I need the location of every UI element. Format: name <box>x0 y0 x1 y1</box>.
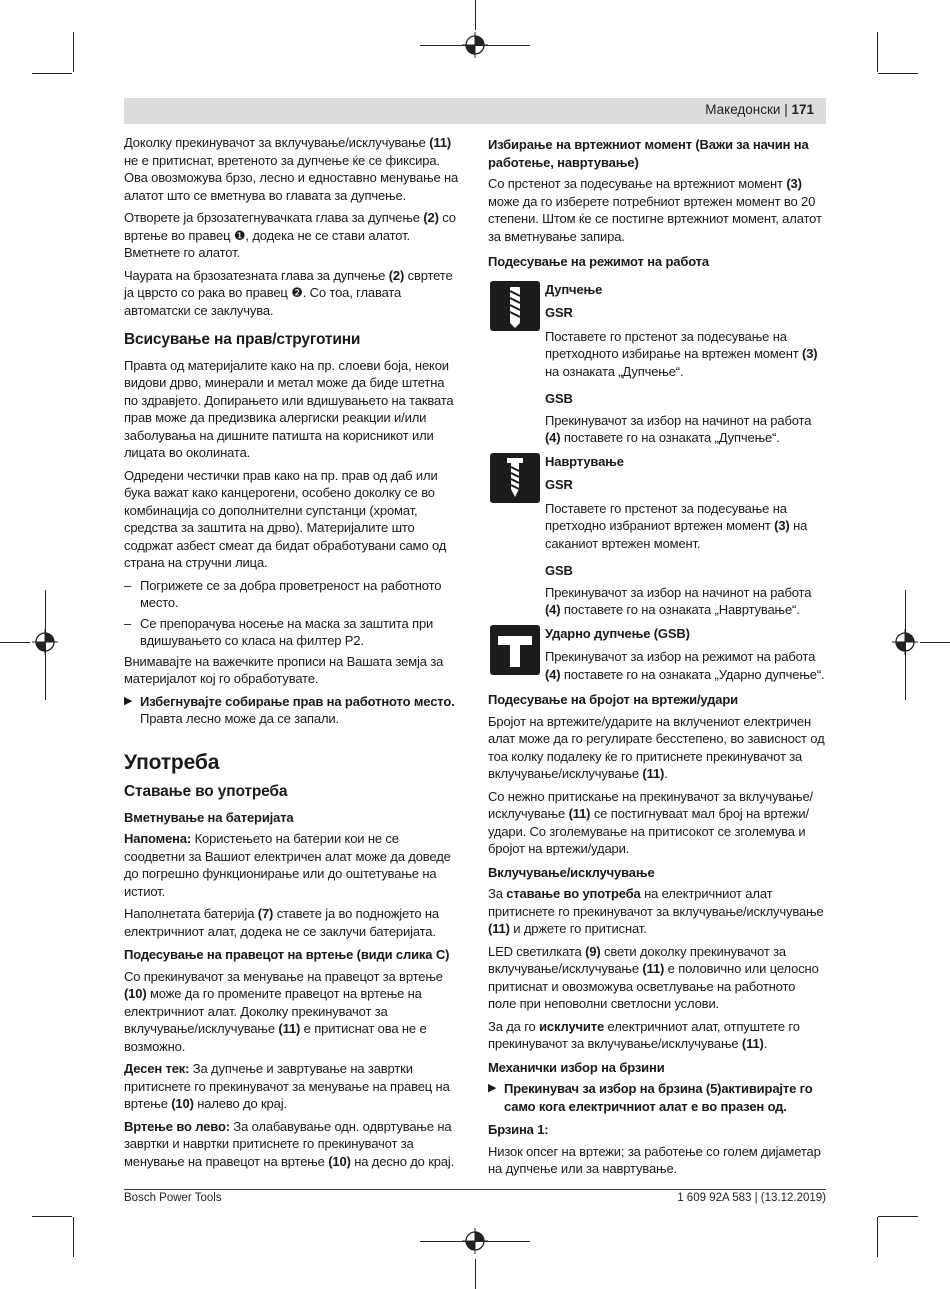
paragraph: Напомена: Користењето на батерии кои не се соодветни за Вашиот електричен алат може да доведе до погрешно функционирање или до оштетување на истиот. <box>124 831 451 899</box>
model-label: GSB <box>545 563 573 578</box>
paragraph: Внимавајте на важечките прописи на Вашата земја за материјалот кој го обработувате. <box>124 653 444 686</box>
mode-drilling <box>488 281 826 381</box>
page-number: 171 <box>791 102 814 117</box>
section-heading: Всисување на прав/струготини <box>124 331 361 348</box>
paragraph: Правта од материјалите како на пр. слоеви боја, некои видови дрво, минерали и метал може да биде штетна по здравјето. Допирањето или вдишувањето на таквата прав може да предизвика алергиски реакции и/или заболувања на дишните патишта на корисникот или лицата во околината. <box>124 357 454 460</box>
mode-gsb-block <box>488 390 826 447</box>
paragraph: Низок опсег на вртежи; за работење со голем дијаметар на дупчење или за навртување. <box>488 1143 821 1176</box>
footer-divider <box>124 1189 826 1190</box>
mode-title: Навртување <box>545 453 624 469</box>
paragraph: Бројот на вртежите/ударите на вклучениот електричен алат може да го регулирате бесстепено, во зависност од тоа колку подалеку ќе го притиснете прекинувачот за вклучување/исклучување (11). <box>488 713 825 781</box>
paragraph: Десен тек: За дупчење и завртување на завртки притиснете го прекинувачот за менување на правец на вртење (10) налево до крај. <box>124 1061 450 1111</box>
paragraph: Отворете ја брзозатегнувачката глава за дупчење (2) со вртење во правец ❶, додека не се стави алатот. Вметнете го алатот. <box>124 210 456 260</box>
model-label: GSR <box>545 305 573 320</box>
crop-mark <box>0 642 30 643</box>
subsection-heading: Вметнување на батеријата <box>124 809 294 825</box>
paragraph: Поставете го прстенот за подесување на претходно избраниот вртежен момент (3) на саканиот вртежен момент. <box>545 500 808 551</box>
paragraph: За ставање во употреба на електричниот алат притиснете го прекинувачот за вклучување/исклучување (11) и држете го притиснат. <box>488 886 824 936</box>
crop-mark <box>475 1259 476 1289</box>
left-column <box>124 134 460 1175</box>
header-language: Македонски <box>705 102 781 117</box>
warning-item: ▶ Прекинувач за избор на брзина (5)активирајте го само кога електричниот алат е во празен од. <box>488 1081 813 1114</box>
section-heading: Ставање во употреба <box>124 783 288 800</box>
mode-impact-drilling <box>488 625 826 684</box>
crop-mark <box>73 32 74 72</box>
paragraph: Со прекинувачот за менување на правецот за вртење (10) може да го промените правецот на вртење на електричниот алат. Доколку прекинувачот за вклучување/исклучување (11) е притиснат ова не е возможно. <box>124 968 443 1054</box>
paragraph: Со прстенот за подесување на вртежниот момент (3) може да го изберете потребниот вртежен момент во 20 степени. Штом ќе се постигне вртежниот момент, алатот за вметнување запира. <box>488 176 822 244</box>
subsection-heading: Брзина 1: <box>488 1122 549 1137</box>
crop-mark <box>878 73 918 74</box>
paragraph: Одредени честички прав како на пр. прав од даб или бука важат како канцерогени, особено доколку се во комбинација со дополнителни супстанци (хромат, средства за заштита на дрво). Материјалите што содржат азбест смеат да бидат обработувани само од страна на стручни лица. <box>124 467 447 570</box>
hammer-icon <box>490 625 540 675</box>
subsection-heading: Подесување на режимот на работа <box>488 254 709 269</box>
paragraph: LED светилката (9) свети доколку прекинувачот за вклучување/исклучување (11) е половично или целосно притиснат и овозможува осветлување на работното поле при неповолни светлосни услови. <box>488 943 819 1011</box>
paragraph: За да го исклучите електричниот алат, отпуштете го прекинувачот за вклучување/исклучување (11). <box>488 1018 800 1051</box>
subsection-heading: Подесување на бројот на вртежи/удари <box>488 692 738 707</box>
arrow-icon: ▶ <box>124 694 133 707</box>
crop-mark <box>877 1217 878 1257</box>
drill-bit-icon <box>490 281 540 331</box>
warning-item: ▶ Избегнувајте собирање прав на работното место. Правта лесно може да се запали. <box>124 693 455 726</box>
paragraph: Чаурата на брзозатезната глава за дупчење (2) свртете ја цврсто со рака во правец ❷. Со тоа, главата автоматски се заклучува. <box>124 267 453 318</box>
mode-screwdriving <box>488 453 826 553</box>
subsection-heading: Избирање на вртежниот момент (Важи за начин на работење, навртување) <box>488 137 809 170</box>
paragraph: Прекинувачот за избор на начинот на работа (4) поставете го на ознаката „Дупчење“. <box>545 412 812 445</box>
arrow-icon: ▶ <box>488 1082 497 1094</box>
paragraph: Прекинувачот за избор на режимот на работа (4) поставете го на ознаката „Ударно дупчење“. <box>545 649 825 682</box>
crop-mark <box>73 1217 74 1257</box>
footer-right: 1 609 92A 583 | (13.12.2019) <box>677 1192 826 1204</box>
header-label: Македонски | 171 <box>705 102 814 117</box>
crop-mark <box>32 1216 72 1217</box>
mode-title: Ударно дупчење (GSB) <box>545 625 690 641</box>
registration-mark-icon <box>462 1228 488 1254</box>
registration-mark-icon <box>32 629 58 655</box>
subsection-heading: Механички избор на брзини <box>488 1059 665 1075</box>
crop-mark <box>920 642 950 643</box>
page-header <box>124 98 826 124</box>
registration-mark-icon <box>892 629 918 655</box>
paragraph: Поставете го прстенот за подесување на претходното избирање на вртежен момент (3) на ознаката „Дупчење“. <box>545 328 818 379</box>
model-label: GSB <box>545 391 573 406</box>
model-label: GSR <box>545 477 573 492</box>
subsection-heading: Вклучување/исклучување <box>488 864 655 880</box>
mode-gsb-block <box>488 562 826 619</box>
chapter-heading: Употреба <box>124 750 220 774</box>
paragraph: Доколку прекинувачот за вклучување/исклучување (11) не е притиснат, вретеното за дупчење ќе се фиксира. Ова овозможува брзо, лесно и едноставно менување на алатот што се вметнува во главата за дупчење. <box>124 135 459 203</box>
paragraph: Вртење во лево: За олабавување одн. одвртување на завртки и навртки притиснете го прекинувачот за менување на правецот на вртење (10) на десно до крај. <box>124 1118 455 1169</box>
right-column <box>488 134 826 1183</box>
dash-marker: – <box>124 577 132 593</box>
paragraph: Со нежно притискање на прекинувачот за вклучување/ исклучување (11) се постигнуваат мал број на вртежи/удари. Со зголемување на притисокот се зголемува и бројот на вртежи/удари. <box>488 788 813 856</box>
crop-mark <box>877 32 878 72</box>
screw-icon <box>490 453 540 503</box>
crop-mark <box>475 0 476 30</box>
crop-mark <box>878 1216 918 1217</box>
paragraph: Прекинувачот за избор на начинот на работа (4) поставете го на ознаката „Навртување“. <box>545 584 812 617</box>
list-item: – Погрижете се за добра проветреност на работното место. <box>124 577 442 610</box>
registration-mark-icon <box>462 32 488 58</box>
crop-mark <box>32 73 72 74</box>
subsection-heading: Подесување на правецот на вртење (види слика C) <box>124 947 450 962</box>
paragraph: Наполнетата батерија (7) ставете ја во подножјето на електричниот алат, додека не се заклучи батеријата. <box>124 906 439 939</box>
dash-marker: – <box>124 615 132 631</box>
mode-title: Дупчење <box>545 281 603 297</box>
footer-left: Bosch Power Tools <box>124 1192 222 1204</box>
list-item: – Се препорачува носење на маска за заштита при вдишувањето со класа на филтер P2. <box>124 615 434 648</box>
